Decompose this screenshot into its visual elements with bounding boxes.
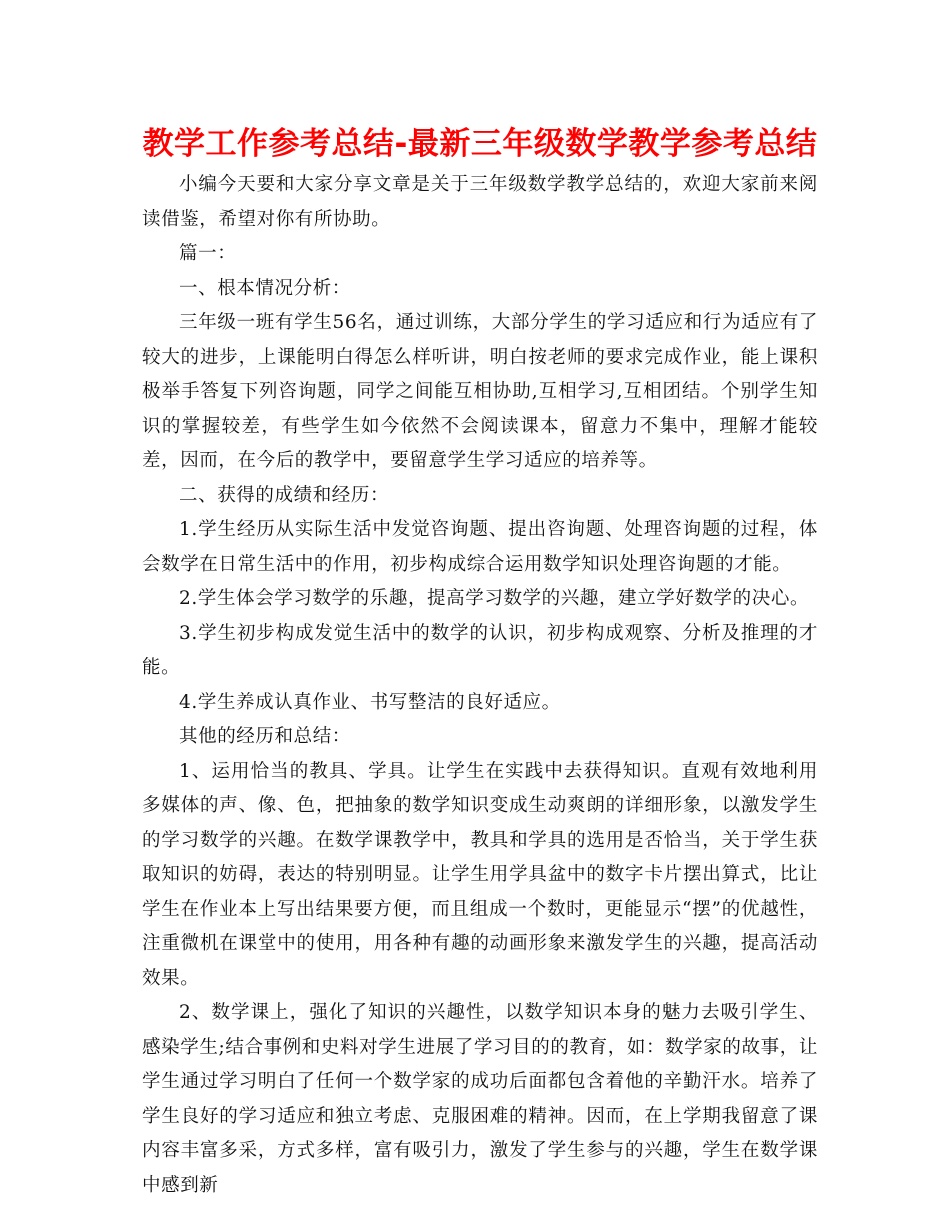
paragraph-teaching-aids: 1、运用恰当的教具、学具。让学生在实践中去获得知识。直观有效地利用多媒体的声、像、色，把抽象的数学知识变成生动爽朗的详细形象，以激发学生的学习数学的兴趣。在数学课教学中，教具和学具的选用是否恰当，关于学生获取知识的妨碍，表达的特别明显。让学生用学具盆中的数字卡片摆出算式，比让学生在作业本上写出结果要方便，而且组成一个数时，更能显示“摆”的优越性，注重微机在课堂中的使用，用各种有趣的动画形象来激发学生的兴趣，提高活动效果。 [142, 760, 818, 989]
document-title: 教学工作参考总结-最新三年级数学教学参考总结 [142, 126, 818, 162]
paragraph-part-one-label: 篇一： [179, 243, 237, 264]
list-item-achievement-2: 2.学生体会学习数学的乐趣，提高学习数学的兴趣，建立学好数学的决心。 [179, 588, 810, 609]
section-heading-basic-analysis: 一、根本情况分析： [179, 277, 351, 299]
list-item-achievement-3: 3.学生初步构成发觉生活中的数学的认识，初步构成观察、分析及推理的才能。 [142, 622, 818, 678]
section-heading-achievements: 二、获得的成绩和经历： [179, 484, 390, 506]
paragraph-intro: 小编今天要和大家分享文章是关于三年级数学教学总结的，欢迎大家前来阅读借鉴，希望对你有所协助。 [142, 174, 818, 230]
list-item-achievement-1: 1.学生经历从实际生活中发觉咨询题、提出咨询题、处理咨询题的过程，体会数学在日常生活中的作用，初步构成综合运用数学知识处理咨询题的才能。 [142, 519, 818, 575]
paragraph-class-analysis: 三年级一班有学生56名，通过训练，大部分学生的学习适应和行为适应有了较大的进步，上课能明白得怎么样听讲，明白按老师的要求完成作业，能上课积极举手答复下列咨询题，同学之间能互相协助,互相学习,互相团结。个别学生知识的掌握较差，有些学生如今依然不会阅读课本，留意力不集中，理解才能较差，因而，在今后的教学中，要留意学生学习适应的培养等。 [142, 312, 818, 471]
list-item-achievement-4: 4.学生养成认真作业、书写整洁的良好适应。 [179, 691, 561, 713]
section-heading-other-experience: 其他的经历和总结： [179, 726, 351, 747]
document-body [142, 168, 818, 1203]
paragraph-math-interest: 2、数学课上，强化了知识的兴趣性，以数学知识本身的魅力去吸引学生、感染学生;结合事例和史料对学生进展了学习目的的教育，如：数学家的故事，让学生通过学习明白了任何一个数学家的成功后面都包含着他的辛勤汗水。培养了学生良好的学习适应和独立考虑、克服困难的精神。因而，在上学期我留意了课内容丰富多采，方式多样，富有吸引力，激发了学生参与的兴趣，学生在数学课中感到新 [142, 1002, 818, 1196]
